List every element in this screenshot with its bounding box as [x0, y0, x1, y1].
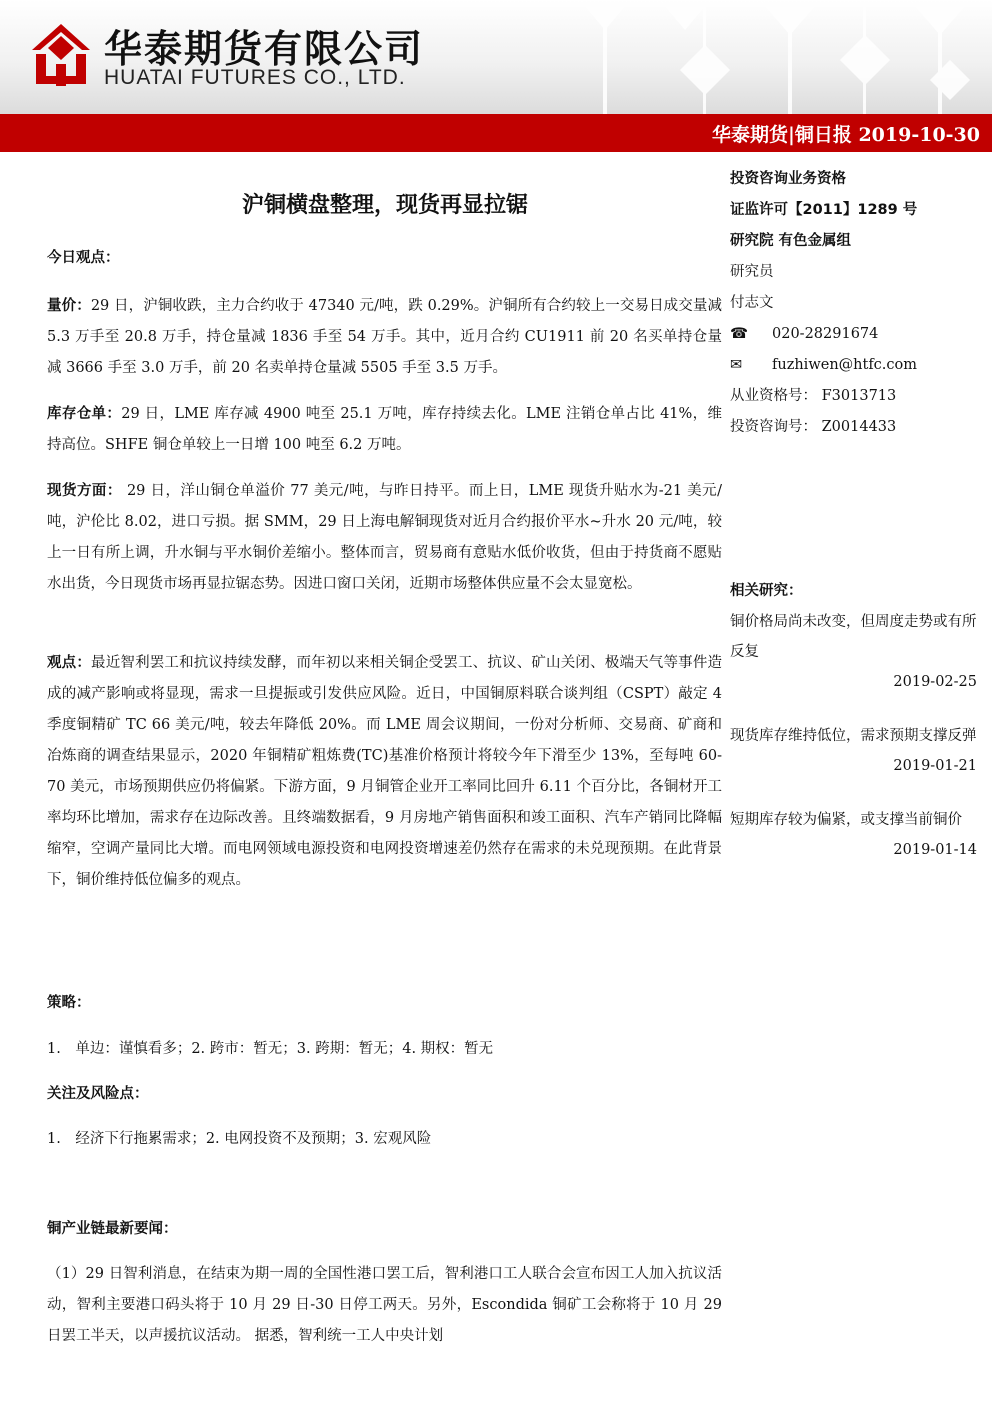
huatai-logo-icon	[30, 22, 92, 88]
qualification-line-2: 证监许可【2011】1289 号	[730, 202, 918, 218]
related-report-title[interactable]: 现货库存维持低位，需求预期支撑反弹	[730, 728, 977, 744]
company-name-en: HUATAI FUTURES CO., LTD.	[104, 66, 406, 89]
phone-icon: ☎	[730, 326, 749, 342]
related-report-title[interactable]: 短期库存较为偏紧，或支撑当前铜价	[730, 812, 962, 828]
related-report-date: 2019-01-21	[893, 758, 977, 774]
department: 研究院 有色金属组	[730, 233, 852, 249]
phone-number: 020-28291674	[772, 326, 879, 342]
paragraph-inventory: 库存仓单：29 日，LME 库存减 4900 吨至 25.1 万吨，库存持续去化。LME 注销仓单占比 41%，维持高位。SHFE 铜仓单较上一日增 100 吨至 6.2 万吨。	[47, 405, 723, 453]
email-row	[730, 350, 985, 381]
header-decoration	[560, 0, 992, 114]
certificate-2: 投资咨询号： Z0014433	[730, 419, 897, 435]
page-header	[0, 0, 992, 114]
news-item: （1）29 日智利消息，在结束为期一周的全国性港口罢工后，智利港口工人联合会宣布因工人加入抗议活动，智利主要港口码头将于 10 月 29 日-30 日停工两天。另外，Escondida 铜矿工会称将于 10 月 29 日罢工半天，以声援抗议活动。 据悉，智利统一工人中央计划	[47, 1266, 722, 1344]
company-name-cn: 华泰期货有限公司	[104, 27, 425, 71]
related-report-date: 2019-02-25	[893, 674, 977, 690]
paragraph-viewpoint: 观点：最近智利罢工和抗议持续发酵，而年初以来相关铜企受罢工、抗议、矿山关闭、极端天气等事件造成的减产影响或将显现，需求一旦提振或引发供应风险。近日，中国铜原料联合谈判组（CSPT）敲定 4 季度铜精矿 TC 66 美元/吨，较去年降低 20%。而 LME 周会议期间，一份对分析师、交易商、矿商和冶炼商的调查结果显示，2020 年铜精矿粗炼费(TC)基准价格预计将较今年下滑至少 13%，至每吨 60-70 美元，市场预期供应仍将偏紧。下游方面，9 月铜管企业开工率同比回升 6.11 个百分比，各铜材开工率均环比增加，需求存在边际改善。且终端数据看，9 月房地产销售面积和竣工面积、汽车产销同比降幅缩窄，空调产量同比大增。而电网领域电源投资和电网投资增速差仍然存在需求的未兑现预期。在此背景下，铜价维持低位偏多的观点。	[47, 654, 723, 888]
strategy-text: 1. 单边：谨慎看多；2. 跨市：暂无；3. 跨期：暂无；4. 期权：暂无	[47, 1041, 494, 1057]
email-address[interactable]: fuzhiwen@htfc.com	[772, 357, 918, 373]
paragraph-spot: 现货方面： 29 日，洋山铜仓单溢价 77 美元/吨，与昨日持平。而上日，LME 现货升贴水为-21 美元/吨，沪伦比 8.02，进口亏损。据 SMM，29 日上海电解铜现货对近月合约报价平水~升水 20 元/吨，较上一日有所上调，升水铜与平水铜价差缩小。整体而言，贸易商有意贴水低价收货，但由于持货商不愿贴水出货，今日现货市场再显拉锯态势。因进口窗口关闭，近期市场整体供应量不会太显宽松。	[47, 482, 722, 592]
related-report-date: 2019-01-14	[893, 842, 977, 858]
risk-heading: 关注及风险点：	[47, 1086, 149, 1102]
phone-row	[730, 319, 985, 350]
envelope-icon: ✉	[730, 357, 743, 373]
certificate-1: 从业资格号： F3013713	[730, 388, 897, 404]
news-heading: 铜产业链最新要闻：	[47, 1221, 178, 1237]
related-report-title[interactable]: 铜价格局尚未改变，但周度走势或有所反复	[730, 614, 977, 660]
related-heading: 相关研究：	[730, 583, 803, 599]
analyst-name: 付志文	[730, 295, 774, 311]
report-bar-text: 华泰期货|铜日报 2019-10-30	[711, 124, 980, 146]
paragraph-price-volume: 量价：29 日，沪铜收跌，主力合约收于 47340 元/吨，跌 0.29%。沪铜所有合约较上一交易日成交量减 5.3 万手至 20.8 万手，持仓量减 1836 手至 54 万手。其中，近月合约 CU1911 前 20 名买单持仓量减 3666 手至 3.0 万手，前 20 名卖单持仓量减 5505 手至 3.5 万手。	[47, 297, 722, 376]
risk-text: 1. 经济下行拖累需求；2. 电网投资不及预期；3. 宏观风险	[47, 1131, 432, 1147]
report-title: 沪铜横盘整理，现货再显拉锯	[241, 193, 528, 218]
analyst-sidebar	[730, 164, 985, 443]
today-heading: 今日观点：	[47, 250, 120, 266]
qualification-line-1: 投资咨询业务资格	[730, 171, 846, 187]
strategy-heading: 策略：	[47, 995, 91, 1011]
analyst-role: 研究员	[730, 264, 774, 280]
related-research	[730, 576, 985, 865]
